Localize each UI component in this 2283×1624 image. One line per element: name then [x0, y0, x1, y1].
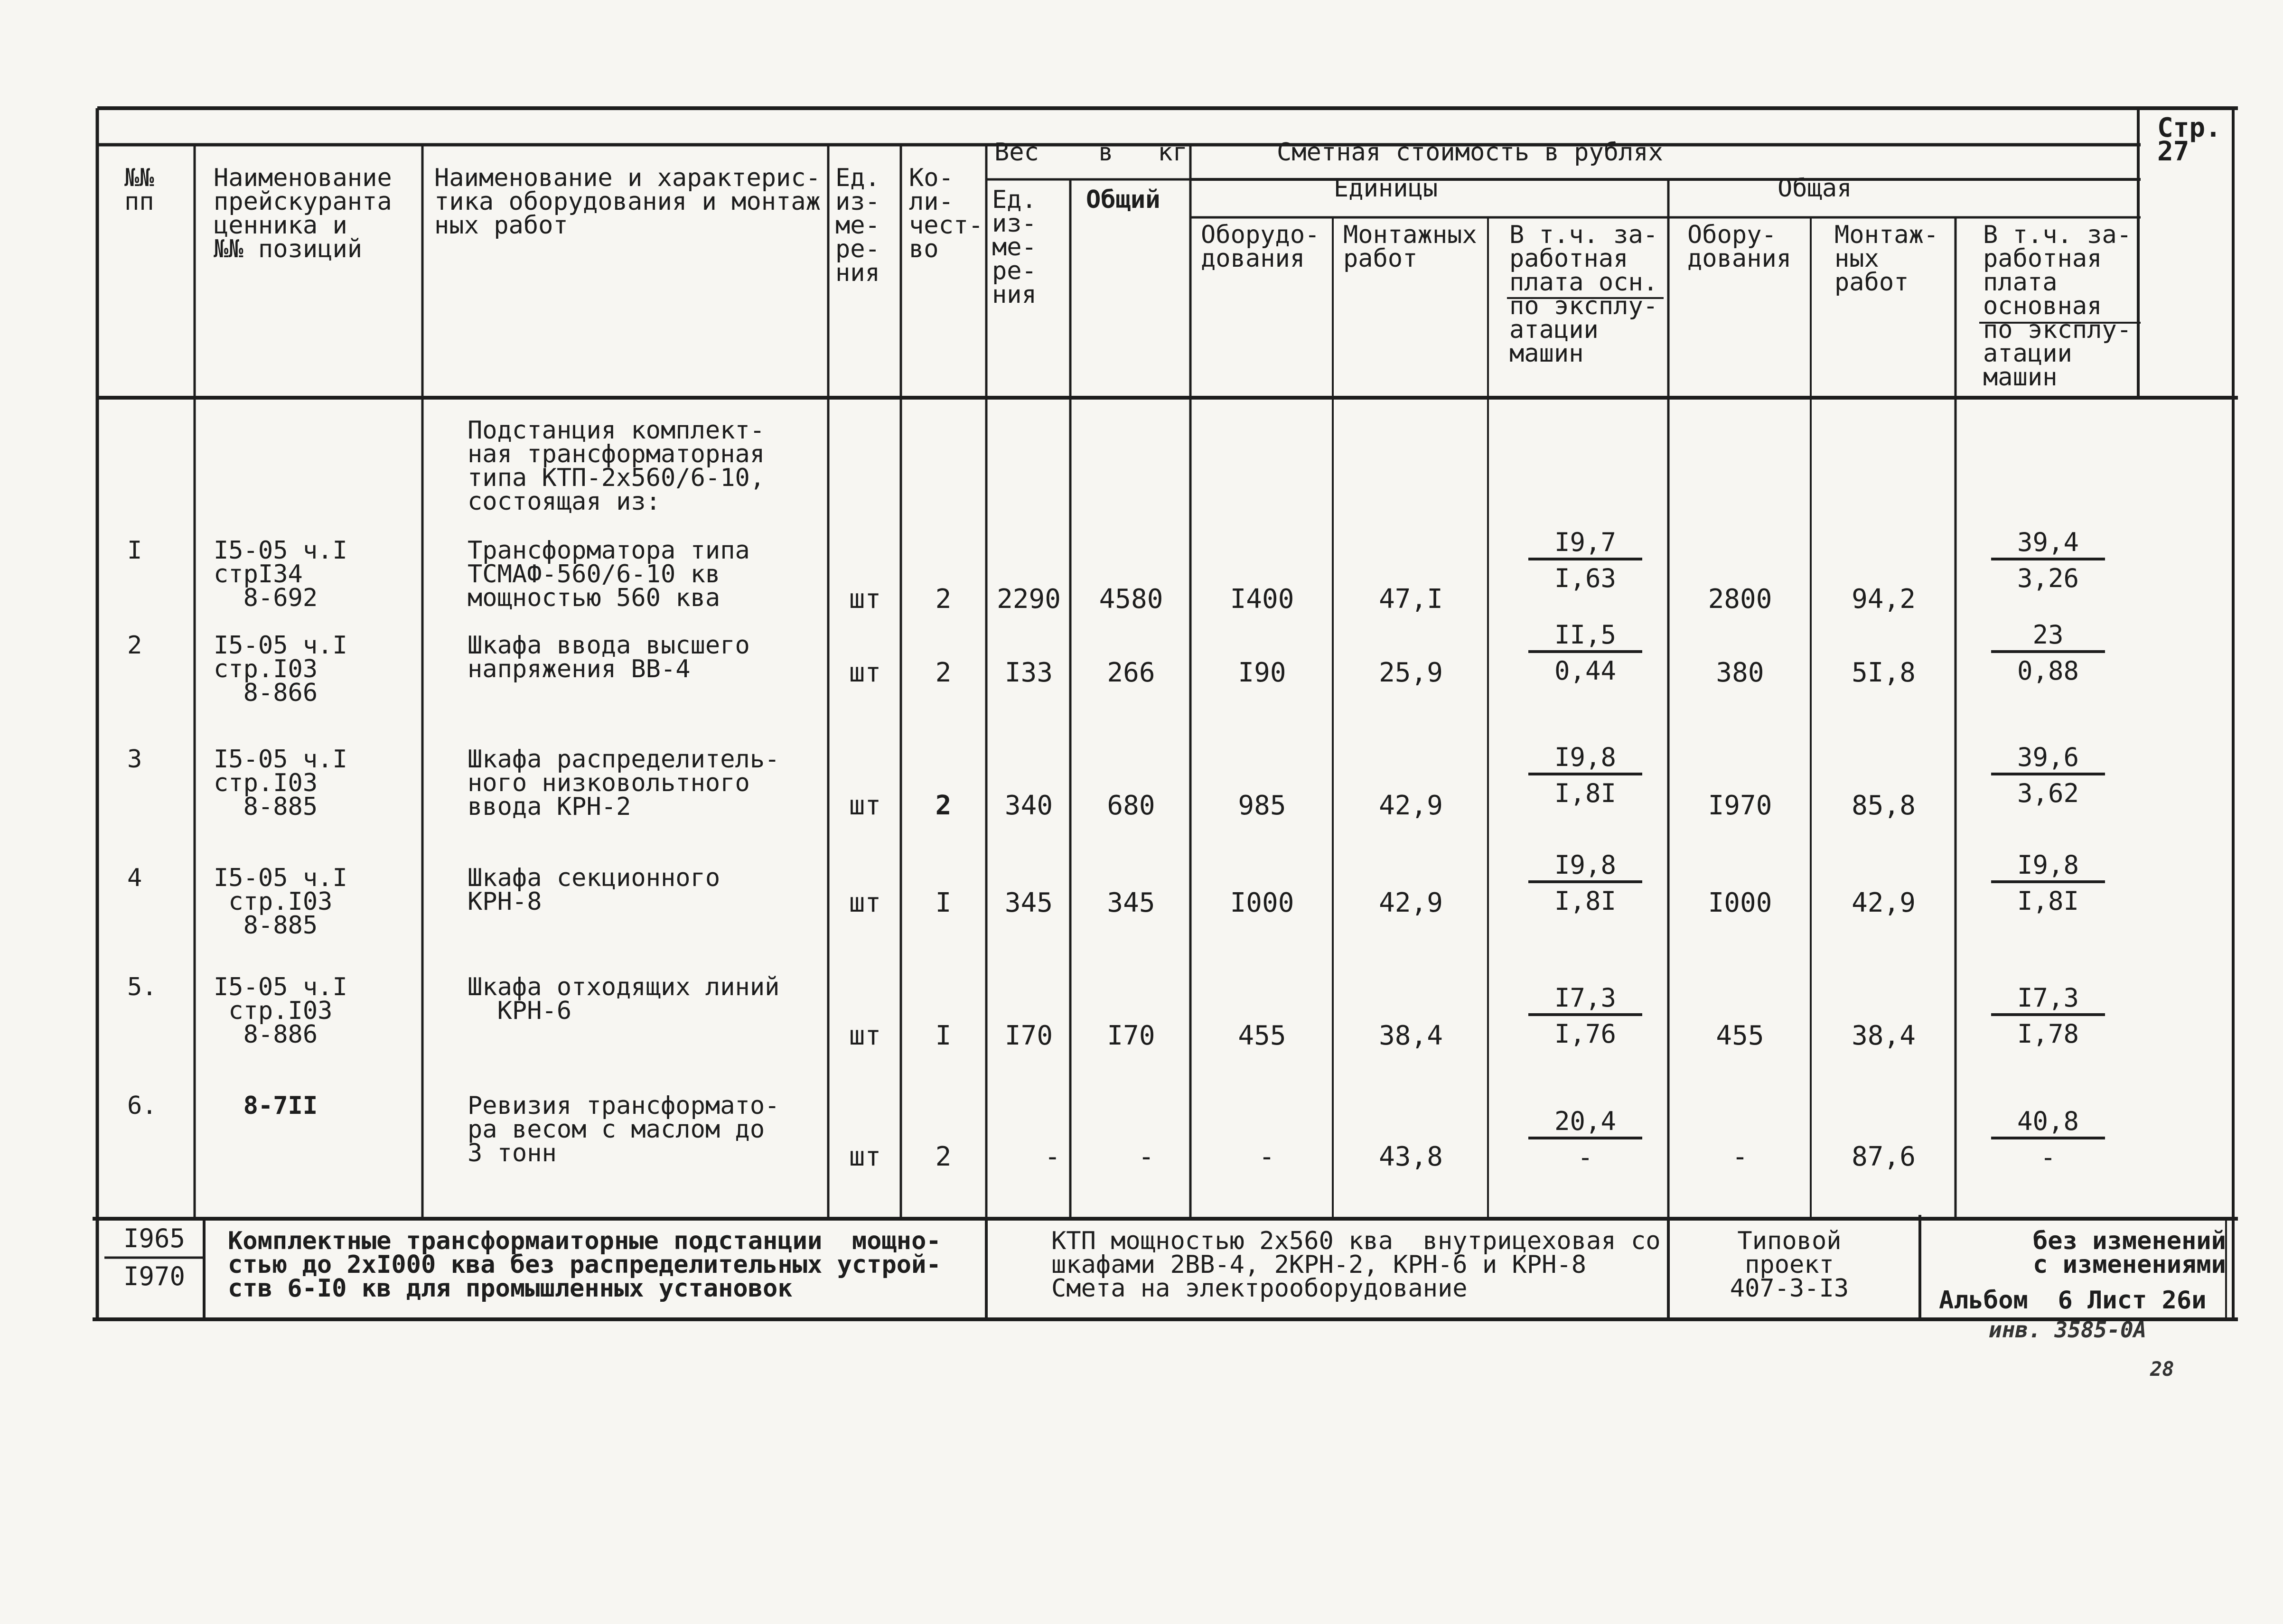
row-weight-total: - [1138, 1141, 1154, 1172]
row-wage-total-base: I9,8 [1991, 852, 2105, 883]
row-name: Шкафа распределитель- ного низковольтного ввода КРН-2 [468, 745, 780, 821]
row-nn: 4 [127, 864, 142, 892]
row-weight-total: 345 [1107, 887, 1155, 918]
row-unit: шт [849, 1020, 881, 1051]
header-unit: Ед. из- ме- ре- ния [835, 164, 880, 287]
row-wage-total-machine: 3,26 [2017, 563, 2079, 593]
row-wage-total [1991, 1108, 2105, 1171]
row-mounting-cost: 43,8 [1379, 1141, 1443, 1172]
row-name: Шкафа ввода высшего напряжения ВВ-4 [468, 631, 750, 683]
row-price: I5-05 ч.I стр.I03 8-886 [214, 973, 347, 1049]
inventory-stamp: инв. 3585-0А [1989, 1317, 2147, 1343]
row-wage-total-base: 40,8 [1991, 1108, 2105, 1139]
row-wage-unit-machine: I,8I [1554, 778, 1617, 808]
row-equipment-total: I970 [1708, 790, 1772, 821]
footer-with-changes: с изменениями [2033, 1251, 2226, 1279]
footer-no-changes: без изменений [2033, 1227, 2226, 1255]
intro-text: Подстанция комплект- ная трансформаторная типа КТП-2х560/6-10, состоящая из: [468, 416, 765, 516]
row-wage-total [1991, 622, 2105, 684]
row-equipment-cost: 455 [1238, 1020, 1286, 1051]
header-equipment-cost: Оборудо- дования [1201, 221, 1320, 273]
row-wage-unit-machine: I,8I [1554, 886, 1617, 916]
row-wage-unit-base: I9,8 [1528, 744, 1642, 775]
row-unit: шт [849, 790, 881, 821]
row-weight-unit: I33 [1004, 657, 1053, 688]
row-weight-unit: - [1044, 1141, 1061, 1172]
row-equipment-total: 455 [1716, 1020, 1764, 1051]
page-stamp: 28 [2150, 1357, 2174, 1381]
row-mounting-cost: 38,4 [1379, 1020, 1443, 1051]
row-wage-unit-machine: - [1577, 1142, 1593, 1172]
row-wage-total-machine: I,8I [2017, 886, 2079, 916]
row-unit: шт [849, 887, 881, 918]
row-wage-total-base: 39,6 [1991, 744, 2105, 775]
footer-year-end: I970 [123, 1261, 186, 1291]
row-wage-unit [1528, 1108, 1642, 1171]
row-wage-total-base: 23 [1991, 622, 2105, 653]
row-mounting-total: 87,6 [1852, 1141, 1916, 1172]
row-wage-unit [1528, 852, 1642, 915]
row-wage-unit [1528, 622, 1642, 684]
row-quantity: I [935, 1020, 952, 1051]
row-equipment-total: - [1732, 1141, 1748, 1172]
row-price: I5-05 ч.I стр.I03 8-885 [214, 745, 347, 821]
header-cost: Сметная стоимость в рублях [1277, 138, 1663, 167]
row-equipment-total: 380 [1716, 657, 1764, 688]
row-mounting-total: 5I,8 [1852, 657, 1916, 688]
row-mounting-total: 85,8 [1852, 790, 1916, 821]
row-wage-total-base: 39,4 [1991, 529, 2105, 560]
row-wage-unit [1528, 744, 1642, 807]
page-label: Стр. [2157, 112, 2221, 143]
row-wage-total-machine: 3,62 [2017, 778, 2079, 808]
row-weight-total: 266 [1107, 657, 1155, 688]
header-mounting-total: Монтаж- ных работ [1834, 221, 1939, 297]
row-price: I5-05 ч.I стр.I03 8-866 [214, 631, 347, 707]
row-nn: 3 [127, 745, 142, 774]
row-wage-unit-base: 20,4 [1528, 1108, 1642, 1139]
footer-subtitle: КТП мощностью 2х560 ква внутрицеховая со шкафами 2ВВ-4, 2КРН-2, КРН-6 и КРН-8 Смета на электрооборудование [1051, 1227, 1661, 1303]
row-mounting-cost: 25,9 [1379, 657, 1443, 688]
row-wage-total-machine: I,78 [2017, 1019, 2079, 1049]
row-weight-total: 680 [1107, 790, 1155, 821]
header-equipment-name: Наименование и характерис- тика оборудования и монтаж ных работ [434, 164, 821, 240]
row-wage-unit-base: I9,8 [1528, 852, 1642, 883]
row-weight-total: 4580 [1099, 584, 1163, 615]
row-quantity: 2 [935, 657, 952, 688]
row-wage-total-base: I7,3 [1991, 985, 2105, 1016]
row-wage-total [1991, 744, 2105, 807]
row-equipment-cost: I000 [1230, 887, 1294, 918]
row-equipment-total: 2800 [1708, 584, 1772, 615]
row-quantity: I [935, 887, 952, 918]
header-quantity: Ко- ли- чест- во [909, 164, 983, 263]
row-nn: 2 [127, 631, 142, 660]
row-wage-total [1991, 529, 2105, 592]
row-weight-total: I70 [1107, 1020, 1155, 1051]
row-mounting-total: 42,9 [1852, 887, 1916, 918]
header-wage-unit: В т.ч. за- работная плата осн. по эксплу- атации машин [1509, 221, 1658, 368]
page-number: 27 [2157, 136, 2189, 167]
row-weight-unit: I70 [1004, 1020, 1053, 1051]
header-weight: Вес в кг [994, 138, 1188, 167]
row-wage-unit-machine: I,63 [1554, 563, 1617, 593]
row-name: Шкафа секционного КРН-8 [468, 864, 720, 916]
header-mounting-cost: Монтажных работ [1343, 221, 1477, 273]
row-wage-unit [1528, 985, 1642, 1047]
row-wage-total-machine: 0,88 [2017, 656, 2079, 686]
header-equipment-total: Обору- дования [1687, 221, 1792, 273]
header-cost-total: Общая [1778, 174, 1852, 203]
footer-project: Типовой проект 407-3-I3 [1730, 1227, 1849, 1303]
row-nn: 6. [127, 1092, 157, 1120]
row-equipment-cost: 985 [1238, 790, 1286, 821]
header-wage-total: В т.ч. за- работная плата основная по эксплу- атации машин [1983, 221, 2132, 392]
row-equipment-total: I000 [1708, 887, 1772, 918]
row-price: I5-05 ч.I стр.I03 8-885 [214, 864, 347, 940]
row-mounting-total: 94,2 [1852, 584, 1916, 615]
row-wage-unit-machine: I,76 [1554, 1019, 1617, 1049]
header-price-name: Наименование прейскуранта ценника и №№ позиций [214, 164, 392, 263]
row-wage-total-machine: - [2040, 1142, 2056, 1172]
row-name: Шкафа отходящих линий КРН-6 [468, 973, 780, 1025]
row-price: 8-7II [214, 1092, 318, 1120]
row-nn: 5. [127, 973, 157, 1001]
row-weight-unit: 2290 [997, 584, 1061, 615]
row-equipment-cost: I90 [1238, 657, 1286, 688]
row-weight-unit: 340 [1004, 790, 1053, 821]
row-wage-total [1991, 985, 2105, 1047]
row-wage-total [1991, 852, 2105, 915]
row-wage-unit-base: II,5 [1528, 622, 1642, 653]
row-quantity: 2 [935, 790, 952, 821]
row-equipment-cost: I400 [1230, 584, 1294, 615]
row-name: Ревизия трансформато- ра весом с маслом до 3 тонн [468, 1092, 780, 1167]
row-wage-unit-base: I7,3 [1528, 985, 1642, 1016]
footer-album: Альбом 6 Лист 26и [1939, 1286, 2207, 1315]
row-wage-unit-base: I9,7 [1528, 529, 1642, 560]
row-unit: шт [849, 657, 881, 688]
row-wage-unit [1528, 529, 1642, 592]
header-weight-total: Общий [1086, 186, 1160, 214]
row-price: I5-05 ч.I стрI34 8-692 [214, 536, 347, 612]
row-quantity: 2 [935, 1141, 952, 1172]
row-unit: шт [849, 584, 881, 615]
row-mounting-cost: 42,9 [1379, 887, 1443, 918]
footer-title: Комплектные трансформаиторные подстанции мощно- стью до 2хI000 ква без распределительных устрой- ств 6-I0 кв для промышленных установок [228, 1227, 941, 1303]
row-equipment-cost: - [1259, 1141, 1275, 1172]
row-name: Трансформатора типа ТСМАФ-560/6-10 кв мощностью 560 ква [468, 536, 750, 612]
row-mounting-cost: 42,9 [1379, 790, 1443, 821]
header-nn: №№ пп [124, 164, 154, 216]
header-weight-unit: Ед. из- ме- ре- ния [992, 186, 1037, 309]
row-nn: I [127, 536, 142, 565]
header-cost-unit: Единицы [1334, 174, 1438, 203]
row-mounting-cost: 47,I [1379, 584, 1443, 615]
row-quantity: 2 [935, 584, 952, 615]
footer-year-start: I965 [123, 1223, 186, 1253]
row-unit: шт [849, 1141, 881, 1172]
row-wage-unit-machine: 0,44 [1554, 656, 1617, 686]
row-mounting-total: 38,4 [1852, 1020, 1916, 1051]
row-weight-unit: 345 [1004, 887, 1053, 918]
